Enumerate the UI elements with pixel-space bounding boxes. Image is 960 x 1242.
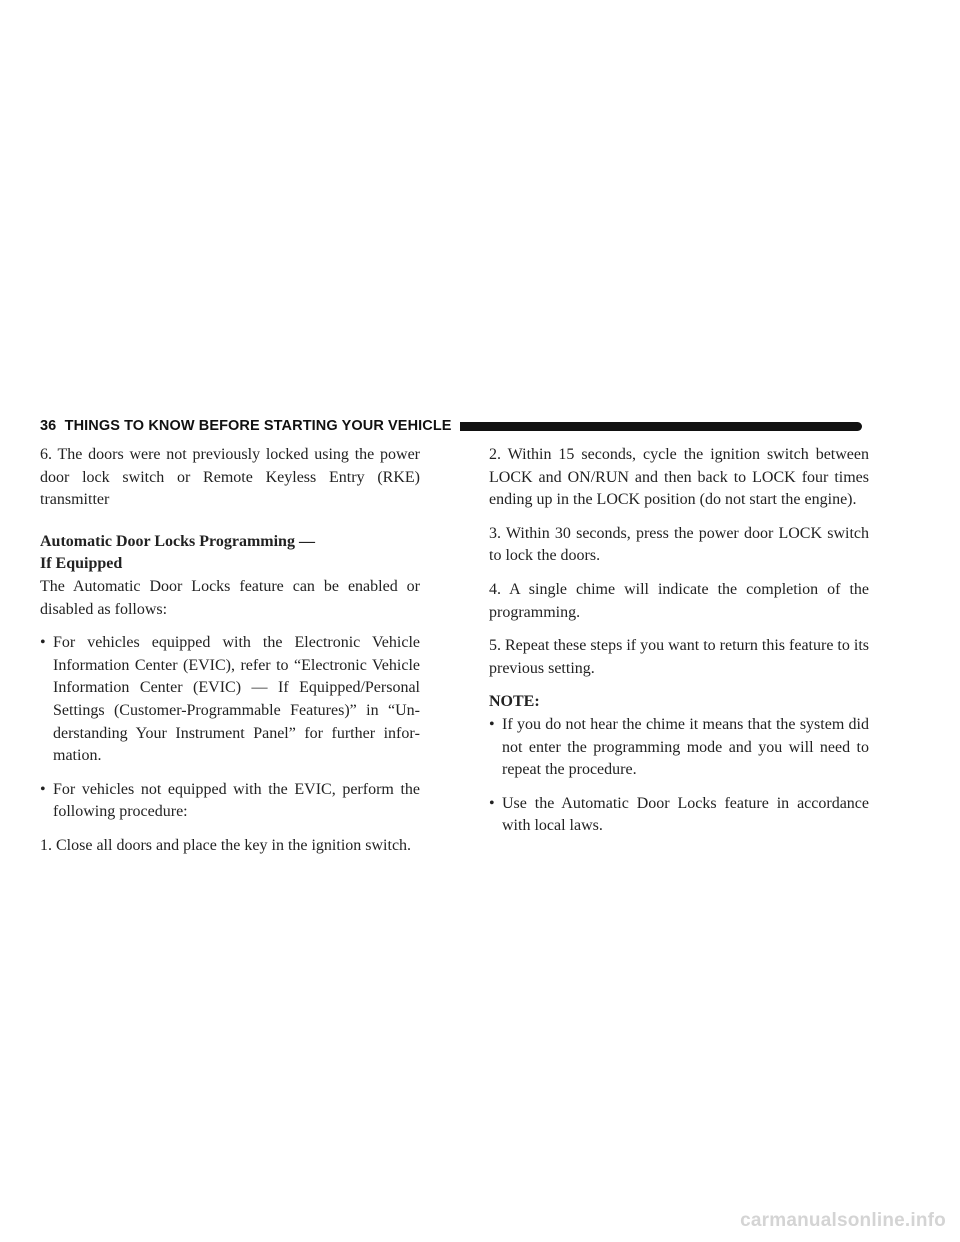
bullet-dot-icon: • <box>489 794 495 812</box>
page-number: 36 <box>40 418 57 434</box>
step-5: 5. Repeat these steps if you want to return this feature to its previous setting. <box>489 637 869 677</box>
bullet-text: For vehicles not equipped with the EVIC, perform the following procedure: <box>53 780 420 821</box>
right-column <box>489 444 869 849</box>
bullet-dot-icon: • <box>40 780 46 798</box>
bullet-dot-icon: • <box>40 634 46 652</box>
note-label: NOTE: <box>489 693 540 711</box>
step-6: 6. The doors were not previously locked using the power door lock switch or Remote Keyless Entry (RKE) transmitter <box>40 446 420 509</box>
step-2: 2. Within 15 seconds, cycle the ignition switch between LOCK and ON/RUN and then back to LOCK four times ending up in the LOCK position (do not start the engine). <box>489 446 869 509</box>
bullet-item <box>40 779 420 824</box>
section-heading <box>40 531 420 576</box>
section-heading-line-1: Automatic Door Locks Programming — <box>40 532 315 550</box>
bullet-text: For vehicles equipped with the Electronic Vehicle Information Center (EVIC), refer to “Electronic Vehicle Information Center (EVIC) — If Equipped/Personal Settings (Customer-Programmable Features)” in “Understanding Your Instrument Panel” for further information. <box>53 634 420 765</box>
bullet-dot-icon: • <box>489 715 495 733</box>
page-header <box>40 416 862 436</box>
watermark: carmanualsonline.info <box>740 1210 946 1231</box>
note-bullet-item <box>489 714 869 782</box>
note-bullet-item <box>489 793 869 838</box>
note-bullet-text: Use the Automatic Door Locks feature in accordance with local laws. <box>502 794 869 835</box>
section-title: THINGS TO KNOW BEFORE STARTING YOUR VEHICLE <box>64 418 452 434</box>
step-4: 4. A single chime will indicate the completion of the programming. <box>489 580 869 621</box>
step-1: 1. Close all doors and place the key in the ignition switch. <box>40 836 412 854</box>
section-heading-line-2: If Equipped <box>40 555 123 573</box>
header-rule <box>460 422 862 431</box>
intro-paragraph: The Automatic Door Locks feature can be enabled or disabled as follows: <box>40 577 420 618</box>
note-bullet-text: If you do not hear the chime it means that the system did not enter the programming mode and you will need to repeat the procedure. <box>502 715 869 779</box>
left-column <box>40 444 420 869</box>
bullet-item <box>40 632 420 768</box>
step-3: 3. Within 30 seconds, press the power door LOCK switch to lock the doors. <box>489 524 869 565</box>
page-header-text <box>40 418 460 434</box>
